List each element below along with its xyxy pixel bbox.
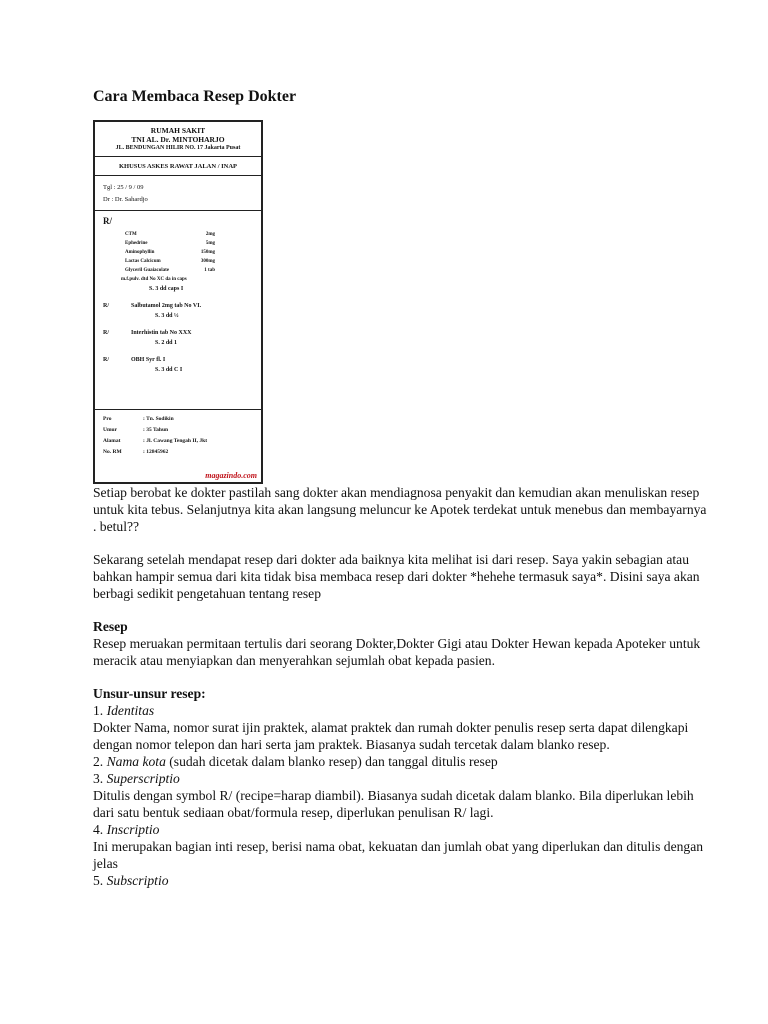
prescription-item bbox=[103, 329, 253, 348]
item-signa: S. 3 dd C I bbox=[155, 367, 183, 373]
mf-text: m.f.pulv. dtd No XC da in caps bbox=[121, 277, 187, 282]
ingredient-list bbox=[103, 230, 253, 275]
watermark: magazindo.com bbox=[205, 471, 257, 480]
ingredient-dose: 2mg bbox=[205, 232, 215, 237]
item-recipe-symbol: R/ bbox=[103, 303, 109, 309]
article-body bbox=[93, 484, 713, 889]
item-line bbox=[103, 302, 253, 311]
ingredient-row bbox=[103, 230, 253, 239]
record-value: : 12845962 bbox=[143, 449, 169, 455]
age-row bbox=[103, 425, 253, 436]
prescription-doctor: Dr : Dr. Sahardjo bbox=[103, 196, 148, 203]
patient-row bbox=[103, 414, 253, 425]
age-value: : 35 Tahun bbox=[143, 427, 169, 433]
hospital-label: RUMAH SAKIT bbox=[150, 126, 206, 135]
prescription-meta bbox=[95, 176, 261, 211]
item-signa: S. 3 dd ½ bbox=[155, 313, 179, 319]
document-page bbox=[93, 86, 713, 889]
list-item-2 bbox=[93, 753, 713, 770]
item-recipe-symbol: R/ bbox=[103, 357, 109, 363]
page-title: Cara Membaca Resep Dokter bbox=[93, 88, 297, 105]
address-row bbox=[103, 436, 253, 447]
ingredient-name: Aminophyllin bbox=[125, 250, 155, 255]
item-number: 4. bbox=[93, 822, 107, 837]
item-line bbox=[103, 329, 253, 338]
ingredient-dose: 5mg bbox=[205, 241, 215, 246]
item-text: (sudah dicetak dalam blanko resep) dan tanggal ditulis resep bbox=[165, 754, 498, 769]
prescription-body bbox=[95, 211, 261, 410]
item-term: Nama kota bbox=[106, 754, 166, 769]
ingredient-row bbox=[103, 248, 253, 257]
list-text-1: Dokter Nama, nomor surat ijin praktek, alamat praktek dan rumah dokter penulis resep serta dapat dilengkapi dengan nomor telepon dan hari serta jam praktek. Biasanya sudah tercetak dalam blanko resep. bbox=[93, 720, 689, 752]
item-number: 3. bbox=[93, 771, 107, 786]
ingredient-row bbox=[103, 239, 253, 248]
ingredient-name: CTM bbox=[125, 232, 137, 237]
list-item-5 bbox=[93, 872, 713, 889]
patient-info bbox=[95, 410, 261, 462]
ingredient-dose: 150mg bbox=[200, 250, 215, 255]
address-value: : Jl. Cawang Tengah II, Jkt bbox=[143, 438, 208, 444]
list-item-3 bbox=[93, 770, 713, 787]
heading-unsur: Unsur-unsur resep: bbox=[93, 686, 206, 701]
recipe-symbol: R/ bbox=[103, 216, 112, 226]
item-term: Inscriptio bbox=[106, 822, 160, 837]
item-term: Superscriptio bbox=[106, 771, 180, 786]
prescription-item bbox=[103, 356, 253, 375]
ingredient-name: Ephedrine bbox=[125, 241, 148, 246]
ingredient-dose: 300mg bbox=[200, 259, 215, 264]
paragraph-intro: Setiap berobat ke dokter pastilah sang dokter akan mendiagnosa penyakit dan kemudian akan menuliskan resep untuk kita tebus. Selanjutnya kita akan langsung meluncur ke Apotek terdekat untuk menebus dan membayarnya . betul?? bbox=[93, 485, 707, 534]
list-item-1 bbox=[93, 702, 713, 719]
ingredient-row bbox=[103, 266, 253, 275]
item-term: Subscriptio bbox=[106, 873, 169, 888]
item-drug: Interhistin tab No XXX bbox=[131, 330, 192, 336]
patient-value: : Tn. Sodikin bbox=[143, 416, 174, 422]
list-text-3: Ditulis dengan symbol R/ (recipe=harap diambil). Biasanya sudah dicetak dalam blanko. Bila diperlukan lebih dari satu bentuk sediaan obat/formula resep, diperlukan penulisan R/ lagi. bbox=[93, 788, 694, 820]
hospital-address: JL. BENDUNGAN HILIR NO. 17 Jakarta Pusat bbox=[115, 145, 241, 151]
record-row bbox=[103, 447, 253, 458]
item-recipe-symbol: R/ bbox=[103, 330, 109, 336]
item-term: Identitas bbox=[106, 703, 155, 718]
prescription-item bbox=[103, 302, 253, 321]
list-text-4: Ini merupakan bagian inti resep, berisi nama obat, kekuatan dan jumlah obat yang diperlukan dan ditulis dengan jelas bbox=[93, 839, 704, 871]
mf-line bbox=[103, 275, 253, 284]
patient-label: Pro bbox=[103, 416, 112, 422]
ingredient-name: Lactas Calcicum bbox=[125, 259, 161, 264]
ingredient-name: Glyceril Guaiacolate bbox=[125, 268, 170, 273]
prescription-type: KHUSUS ASKES RAWAT JALAN / INAP bbox=[95, 157, 261, 176]
paragraph-second: Sekarang setelah mendapat resep dari dokter ada baiknya kita melihat isi dari resep. Saya yakin sebagian atau bahkan hampir semua dari kita tidak bisa membaca resep dari dokter *hehehe termasuk saya*. Disini saya akan berbagi sedikit pengetahuan tentang resep bbox=[93, 552, 700, 601]
heading-resep: Resep bbox=[93, 619, 128, 634]
address-label: Alamat bbox=[103, 438, 121, 444]
list-item-4 bbox=[93, 821, 713, 838]
prescription-header bbox=[95, 122, 261, 157]
prescription-image bbox=[93, 120, 263, 484]
paragraph-resep: Resep meruakan permitaan tertulis dari seorang Dokter,Dokter Gigi atau Dokter Hewan kepada Apoteker untuk meracik atau menyiapkan dan menyerahkan sejumlah obat kepada pasien. bbox=[93, 636, 701, 668]
item-number: 5. bbox=[93, 873, 107, 888]
item-line bbox=[103, 356, 253, 365]
ingredient-dose: 1 tab bbox=[204, 268, 215, 273]
record-label: No. RM bbox=[103, 449, 122, 455]
item-number: 1. bbox=[93, 703, 107, 718]
item-drug: OBH Syr fl. I bbox=[131, 357, 166, 363]
item-number: 2. bbox=[93, 754, 107, 769]
item-signa: S. 2 dd 1 bbox=[155, 340, 178, 346]
item-drug: Salbutamol 2mg tab No VI. bbox=[131, 303, 202, 309]
prescription-items bbox=[103, 302, 253, 375]
signa-line: S. 3 dd caps I bbox=[149, 286, 184, 292]
hospital-name: TNI AL. Dr. MINTOHARJO bbox=[131, 135, 225, 144]
age-label: Umur bbox=[103, 427, 118, 433]
ingredient-row bbox=[103, 257, 253, 266]
prescription-date: Tgl : 25 / 9 / 09 bbox=[103, 184, 144, 191]
